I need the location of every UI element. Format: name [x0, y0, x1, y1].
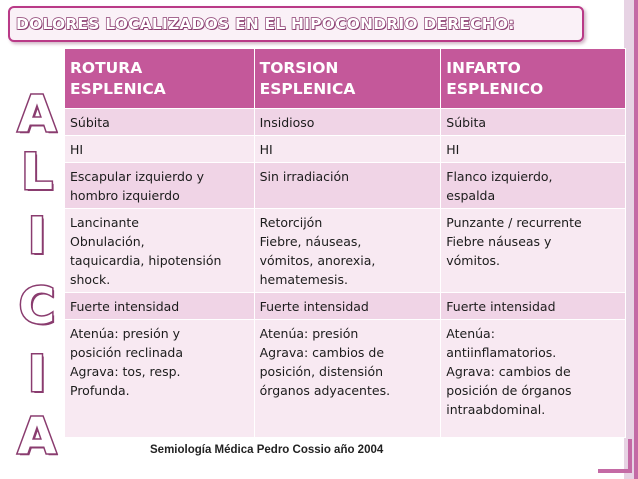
table-cell: Atenúa: presión y posición reclinada Agrava: tos, resp. Profunda. — [65, 320, 255, 438]
table-cell: HI — [254, 136, 441, 163]
page-title: DOLORES LOCALIZADOS EN EL HIPOCONDRIO DERECHO: — [16, 15, 515, 33]
table-row — [65, 320, 626, 438]
table-cell: Punzante / recurrente Fiebre náuseas y vómitos. — [441, 209, 626, 293]
acrostic-letter-5: I — [27, 345, 47, 403]
acrostic-letter-4: C — [18, 277, 56, 335]
table-cell: Retorcijón Fiebre, náuseas, vómitos, anorexia, hematemesis. — [254, 209, 441, 293]
acrostic-letter-1: A — [17, 85, 57, 143]
title-banner — [8, 6, 584, 42]
source-citation: Semiología Médica Pedro Cossio año 2004 — [150, 444, 384, 456]
table-cell: Súbita — [65, 109, 255, 136]
table-cell: Insidioso — [254, 109, 441, 136]
column-header-torsion: TORSION ESPLENICA — [254, 49, 441, 109]
comparison-table — [64, 48, 626, 438]
table-row — [65, 109, 626, 136]
acrostic-letter-3: I — [27, 207, 47, 265]
column-header-infarto: INFARTO ESPLENICO — [441, 49, 626, 109]
table-cell: Lancinante Obnulación, taquicardia, hipotensión shock. — [65, 209, 255, 293]
table-row — [65, 293, 626, 320]
acrostic-alicia — [12, 84, 62, 464]
table-cell: HI — [65, 136, 255, 163]
table-row — [65, 136, 626, 163]
table-cell: Atenúa: antiinflamatorios. Agrava: cambios de posición de órganos intraabdominal. — [441, 320, 626, 438]
table-header-row — [65, 49, 626, 109]
table-cell: Flanco izquierdo, espalda — [441, 163, 626, 209]
table-cell: Súbita — [441, 109, 626, 136]
table-cell: Atenúa: presión Agrava: cambios de posición, distensión órganos adyacentes. — [254, 320, 441, 438]
table-cell: Sin irradiación — [254, 163, 441, 209]
corner-ornament — [598, 439, 632, 473]
acrostic-letter-2: L — [21, 143, 53, 201]
column-header-rotura: ROTURA ESPLENICA — [65, 49, 255, 109]
table-cell: HI — [441, 136, 626, 163]
right-decorative-bar — [624, 0, 638, 479]
table-row — [65, 163, 626, 209]
table-cell: Fuerte intensidad — [254, 293, 441, 320]
acrostic-letter-6: A — [17, 407, 57, 465]
table-cell: Fuerte intensidad — [65, 293, 255, 320]
table-cell: Escapular izquierdo y hombro izquierdo — [65, 163, 255, 209]
table-row — [65, 209, 626, 293]
table-cell: Fuerte intensidad — [441, 293, 626, 320]
